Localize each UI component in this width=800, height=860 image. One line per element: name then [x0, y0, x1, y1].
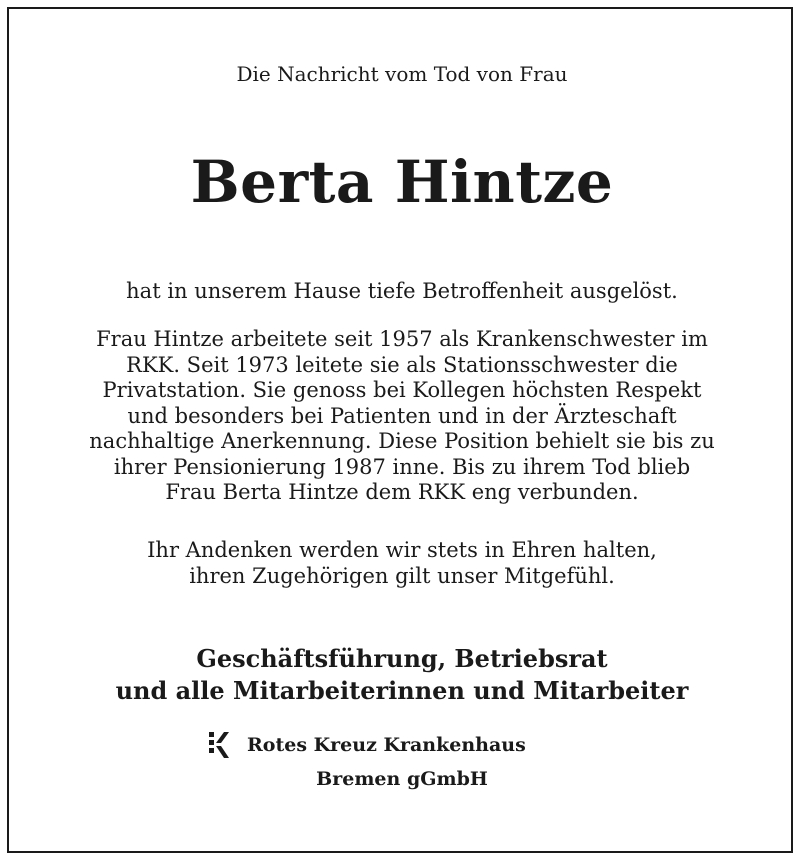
biography-line: Frau Berta Hintze dem RKK eng verbunden.: [165, 480, 639, 504]
closing-line: Ihr Andenken werden wir stets in Ehren halten,: [147, 538, 657, 562]
signers-line: Geschäftsführung, Betriebsrat: [196, 644, 608, 673]
deceased-name: Berta Hintze: [190, 148, 614, 216]
biography-line: ihrer Pensionierung 1987 inne. Bis zu ihrem Tod blieb: [113, 454, 691, 479]
biography-line: und besonders bei Patienten und in der Ärzteschaft: [127, 403, 677, 428]
intro-text: Die Nachricht vom Tod von Frau: [236, 62, 568, 86]
closing-text: [9, 537, 795, 589]
organization-signature: [9, 729, 795, 799]
biography-line: Privatstation. Sie genoss bei Kollegen höchsten Respekt: [102, 378, 702, 402]
closing-line: ihren Zugehörigen gilt unser Mitgefühl.: [189, 564, 615, 588]
rkk-logo-icon: [207, 731, 233, 759]
organization-subtitle: Bremen gGmbH: [316, 768, 488, 790]
biography-line: nachhaltige Anerkennung. Diese Position behielt sie bis zu: [89, 429, 715, 453]
signers-line: und alle Mitarbeiterinnen und Mitarbeiter: [115, 676, 689, 705]
biography-paragraph: [29, 327, 775, 506]
obituary-notice: [7, 7, 793, 853]
lead-text: hat in unserem Hause tiefe Betroffenheit ausgelöst.: [126, 279, 678, 303]
organization-name: Rotes Kreuz Krankenhaus: [247, 734, 526, 756]
signers: [9, 643, 795, 707]
biography-line: RKK. Seit 1973 leitete sie als Stationsschwester die: [126, 352, 678, 377]
biography-line: Frau Hintze arbeitete seit 1957 als Krankenschwester im: [96, 327, 708, 351]
